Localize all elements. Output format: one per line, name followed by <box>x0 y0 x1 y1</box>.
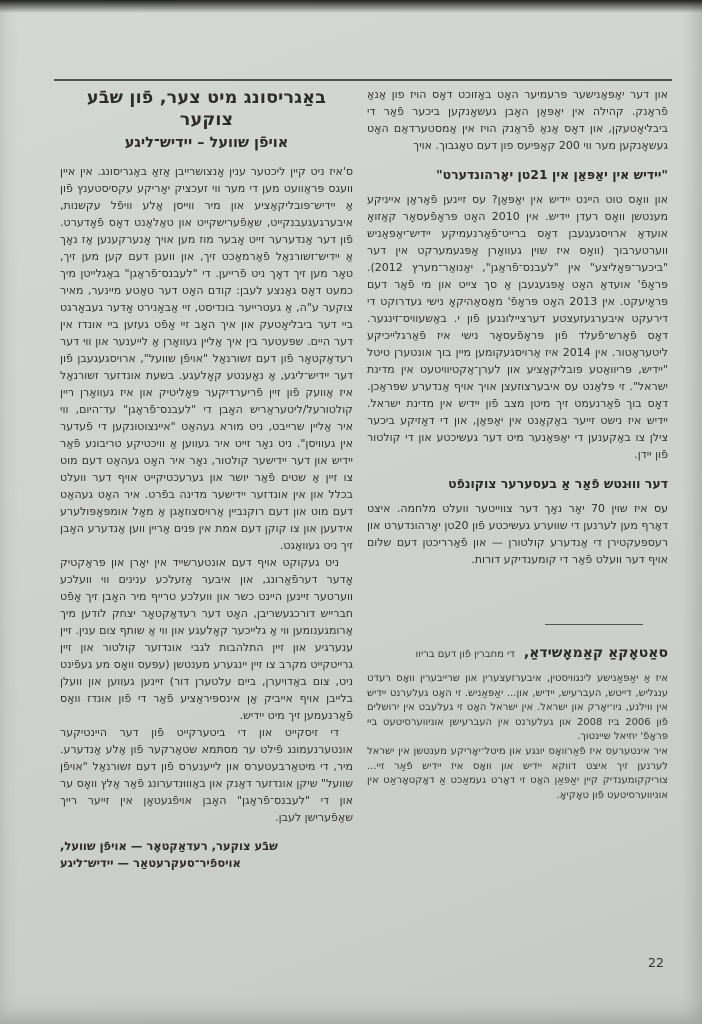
section-title-japan: "יידיש אין יאַפּאַן אין 21טן יאָרהונדערט" <box>436 167 668 182</box>
section-title-future: דער וווּנטש פֿאַר אַ בעסערער צוקונפֿט <box>448 476 668 491</box>
signature-line-2: אויספֿיר־סעקרעטאַר — יידיש־ליגע <box>60 856 241 871</box>
article-subtitle: אויפֿן שוועל – יידיש־ליגע <box>124 134 289 151</box>
article-body <box>60 163 353 826</box>
author-bio-paragraph-1: איז אַ יאַפּאַנישע לינגוויסטין, איבערזעצערין און שרייבערין וואָס רעדט ענגליש, דייטש, העברעיש, יידיש, און... יאַפּאַניש. זי האָט געלערנט יידיש אין ווילנע, ניו־יאָרק און ישראל. אין ישראל האָט זי געלעבט אין ירושלים פֿון 2006 ביז 2008 און געלערנט אין העברעישן אוניווערסיטעט ביי פּראָפֿ' יחיאל שיינטוך. <box>367 673 669 743</box>
page-top-rule <box>54 79 672 81</box>
right-column <box>367 86 668 803</box>
author-role: די מחברין פֿון דעם בריוו <box>415 649 515 660</box>
section-paragraph-japan: און וואָס טוט היינט יידיש אין יאַפּאַן? עס זיינען פֿאַראַן אייניקע מענטשן וואָס רעדן יידיש. אין 2010 האָט פּראָפֿעסאָר קאַזואָ אועדאַ ארויסגעגעבן דאָס ברייט־פֿאַרנעמיקע יידיש־יאַפּאַניש ווערטערבוך (וואָס איז שוין געוואָרן אָפּגעמערקט אין דער "ביכער־פּאָליצע" אין "לעבנס־פֿראַגן", יאַנואַר־מערץ 2012). פּראָפֿ' אועדאַ האָט אָפּגעגעבן אַ סך צייט און מי פֿאַר דעם פּראָיעקט. אין 2013 האָט פּראָפֿ' מאַסאַהיקאָ נישי געדרוקט די דירעקט איבערגעזעצטע דערציילונגען פֿון י. באַשעוויס־זינגער. דאָס פֿאָרש־פֿעלד פֿון פּראָפֿעסאָר נישי איז פֿאַרגלייכיקע ליטעראַטור. אין 2014 איז אַרויסגעקומען מיין בוך אונטערן טיטל "יידיש, פּריוואַטע פּובליקאַציע און לערן־אַקטיוויטעט אין מדינת ישראל". זי פּלאַנט עס איבערצוזעצן אויך אויף אַנדערע שפּראַכן. דאָס בוך פֿאַרנעמט זיך מיטן מצב פֿון יידיש אין מדינת ישראל. יידיש איז נישט זייער באַקאַנט אין יאַפּאַן, און די דאָזיקע ביכער צילן צו באַקענען די יאַפּאַנער מיט דער געשיכטע און די קולטור פֿון יידן. <box>367 193 668 461</box>
author-bio-paragraph-2: איר אינטערעס איז פֿאַרוואָס יונגע און מיטל־יאָריקע מענטשן אין ישראל לערנען זיך איצט דווקא יידיש און וואָס איז יידיש פֿאַר זיי... צוריקקומענדיק קיין יאַפּאַן האָט זי דאָרט געמאַכט אַ דאָקטאָראַט אין אוניווערסיטעט פֿון טאָקיאָ. <box>367 745 668 801</box>
signature-block <box>60 838 353 873</box>
continuation-paragraph: און דער יאַפּאַנישער פּרעמיער האָט באַזוכט דאָס הויז פון אַנאַ פֿראַנק. קהילה אין יאַפּאַן האָבן געשאָנקען ביכער פֿאַר די ביבליאָטעקן, און דאָס אַנאַ פֿראַנק הויז אין אַמסטערדאַם האָט געשאָנקען מער ווי 200 קאָפּיעס פון דעם טאָגבוך. אויך <box>367 88 668 152</box>
section-paragraph-future: עס איז שוין 70 יאָר נאָך דער צווייטער וועלט מלחמה. איצט דאַרף מען לערנען די שווערע געשיכטע פֿון 20טן יאָרהונדערט און רעספּעקטירן די אַנדערע קולטורן — און פֿאַרריכטן דעם שלום אויף דער וועלט פֿאַר די קומענדיקע דורות. <box>367 502 669 566</box>
article-title: באַגריסונג מיט צער, פֿון שבֿע צוקער <box>86 88 327 130</box>
left-column <box>60 88 353 873</box>
author-name: סאַטאָקאַ קאַמאָשידאַ, <box>523 645 668 661</box>
paragraph: די זיסקייט און די ביטערקייט פֿון דער היינטיקער אונטערנעמונג פֿילט ער מסתּמא שטאַרקער פֿון אַלע אַנדערע. מיר, די מיטאַרבעטערס און לייענערס פֿון דעם זשורנאַל "אויפֿן שוועל" שיקן אונדזער דאַנק און באַוווּנדערונג פֿאַר אַלץ וואָס ער און די "לעבנס־פֿראַגן" האָבן אויפֿגעטאָן אין זייער רייך שאַפֿערישן לעבן. <box>60 725 353 824</box>
scan-top-shadow <box>0 0 702 13</box>
author-bio <box>367 672 668 803</box>
paragraph: ס'איז ניט קיין ליכטער ענין אָנצושרייבן אַזאַ באַגריסונג. אין איין וועגס פּראַוועט מען די מער ווי זעכציק יאָריקע עקסיסטענץ פֿון אַ יידיש־פּובליקאַציע און מיר ווייסן אַלע וויפֿל עקשנות, איבערגעגעבנקייט, שאַפֿערישקייט און טאַלאַנט דאָס פֿאָדערט. פֿון דער אַנדערער זייט אָבער מוז מען אויך אָנערקענען אַז נאָך אַ יידיש־זשורנאַל פֿאַרמאַכט זיך, און וועגן דעם קען מען זיך, טאָר מען זיך דאָך ניט פֿרייען. די "לעבנס־פֿראַגן" באַגלייטן מיך כמעט דאָס גאַנצע לעבן: קודם האָט דער טאַטע מיינער, מאיר צוקער ע"ה, אַ געטרייער בונדיסט, זיי אַבאָנירט אָדער געבאָרגט ביי דער ביבליאָטעק און איך האָב זיי אָפֿט געזען ביי אונדז אין דער היים. שפּעטער בין איך אַליין געוואָרן אַ לייענער און ווי דער רעדאַקטאָר פֿון דעם זשורנאַל "אויפֿן שוועל", ארויסגעגעבן פֿון דער יידיש־ליגע, אַ נאָענטע קאָלעגע. בשעת אונדזער זשורנאַל איז אַוועק פֿון זיין פֿריערדיקער פּאָליטיק און איז געוואָרן ריין קולטורעל/ליטעראַריש האָבן די "לעבנס־פֿראַגן" עד־היום, ווי איר אַליין שרייבט, ניט מורא געהאַט "איינצוטונקען די פֿעדער אין געוויסן". ניט נאָר זייט איר געווען אַ וויכטיקע טריבונע פֿאַר יידיש און דער יידישער קולטור, נאָר איר האָט געהאַט דעם מוט צו זיין אַ שטים פֿאַר יושר און גערעכטיקייט אויף דער וועלט בכלל און אין אונדזער יידישער מדינה בפֿרט. איר האָט געהאַט דעם מוט און דעם רוקנביין אַרויסצוזאָגן אַ מאָל אומפּאָפּולערע אידעען און צו קוקן דעם אמת אין פּנים אַריין ווען אַנדערע האָבן זיך ניט געוואַגט. <box>60 164 353 552</box>
signature-line-1: שבֿע צוקער, רעדאַקטאָר — אויפֿן שוועל, <box>60 838 278 853</box>
author-line <box>367 642 668 661</box>
page-number: 22 <box>648 955 664 970</box>
paragraph: ניט געקוקט אויף דעם אונטערשייד אין יאָרן און פּראַקטיק אָדער דערפֿאַרונג, און איבער אַזעלכע ענינים ווי וועלכע ווערטער זיינען היינט כשר און וועלכע טרייף מיר האָבן זיך אָפֿט חברייש דורכגעשריבן, האָט דער רעדאַקטאָר יצחק לודען מיך אַרומגענומען ווי אַ גלייכער קאָלעגע און ווי אַ שותף צום ענין. זיין ענערגיע און זיין התלהבות לגבי אונדזער קולטור און זיין גרייטקייט מקרב צו זיין יינגערע מענטשן (עפּעס וואָס מע געפֿינט ניט, צום באַדויערן, ביים עלטערן דור) זיינען געווען און וועלן בלייבן אויף אייביק אַן אינספּיראַציע פֿאַר די פֿון אונדז וואָס פֿאַרנעמען זיך מיט יידיש. <box>60 555 353 722</box>
author-divider-rule <box>545 624 643 625</box>
